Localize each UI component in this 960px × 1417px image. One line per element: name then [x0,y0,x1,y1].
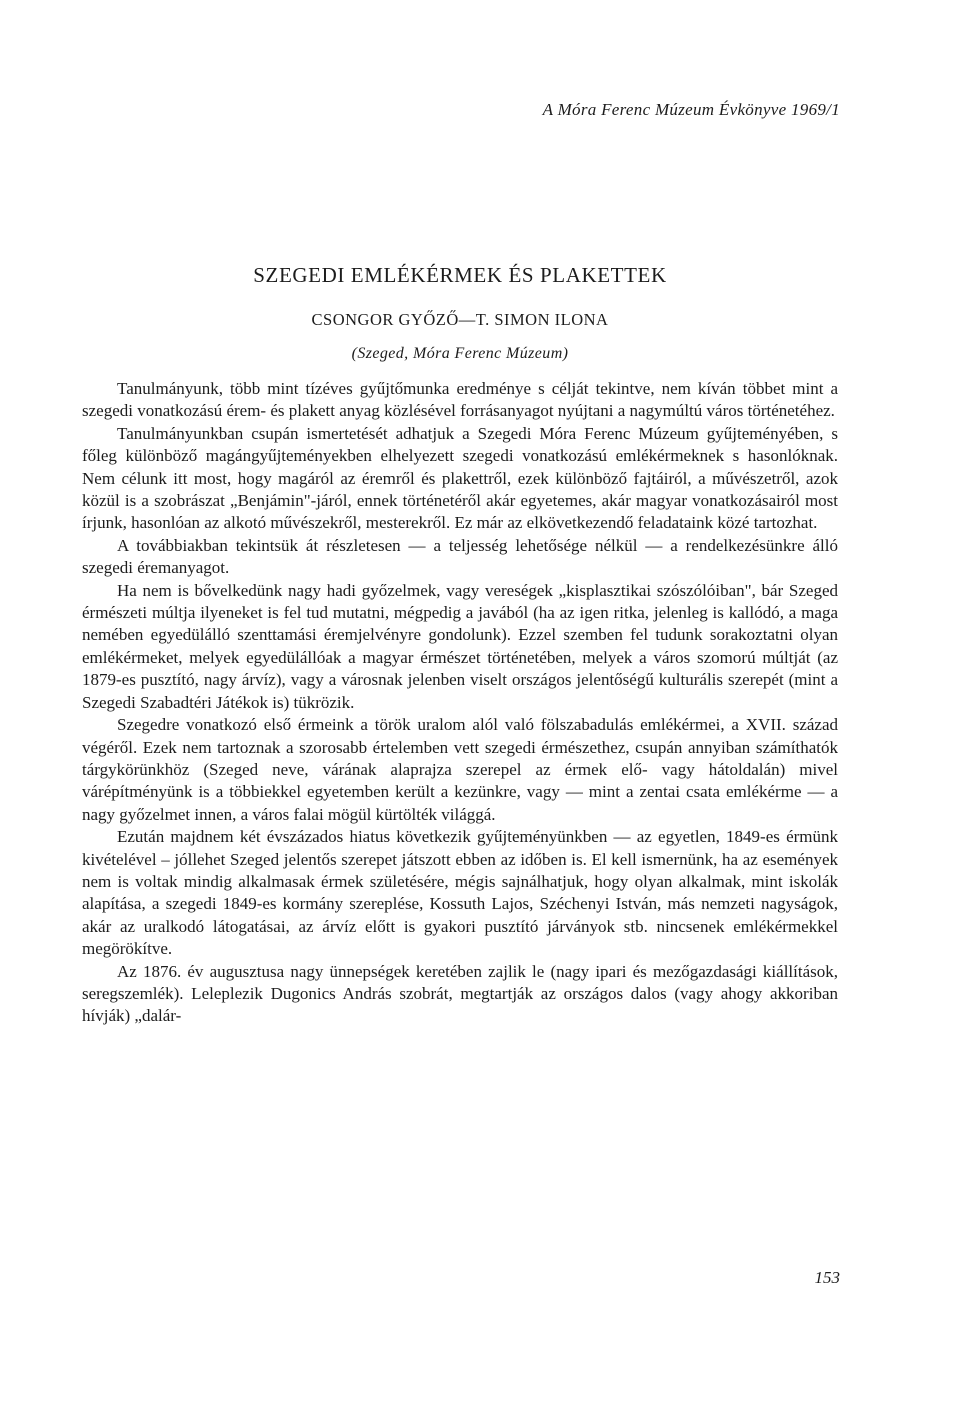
paragraph: Tanulmányunkban csupán ismertetését adhatjuk a Szegedi Móra Ferenc Múzeum gyűjteményében, s főleg különböző magángyűjteményekben elhelyezett szegedi vonatkozású emlékérmeknek s hasonlóknak. Nem célunk itt most, hogy magáról az éremről és plakettről, ezek különböző fajtáiról, a művészetről, azok közül is a szobrászat „Benjámin"-járól, ennek történetéről akár egyetemes, akár magyar vonatkozásairól most írjunk, hasonlóan az alkotó művészekről, mesterekről. Ez már az elkövetkezendő feladataink közé tartozhat. [82,423,838,533]
paragraph: A továbbiakban tekintsük át részletesen — a teljesség lehetősége nélkül — a rendelkezésünkre álló szegedi éremanyagot. [82,535,838,578]
article-body [82,378,838,1028]
paragraph: Az 1876. év augusztusa nagy ünnepségek keretében zajlik le (nagy ipari és mezőgazdasági kiállítások, seregszemlék). Leleplezik Dugonics András szobrát, megtartják az országos dalos (vagy ahogy akkoriban hívják) „dalár- [82,961,838,1026]
article-title: SZEGEDI EMLÉKÉRMEK ÉS PLAKETTEK [253,263,667,287]
paragraph: Szegedre vonatkozó első érmeink a török uralom alól való fölszabadulás emlékérmei, a XVII. század végéről. Ezek nem tartoznak a szorosabb értelemben vett szegedi érmészethez, csupán annyiban számíthatók tárgykörünkhöz (Szeged neve, várának alaprajza szerepel az érmek elő- vagy hátoldalán) mivel várépítményünk is a többiekkel egyetemben került a kezünkre, vagy — mint a zentai csata emlékérme — a nagy győzelmet innen, a város falai mögül kürtölték világgá. [82,715,838,824]
article-authors: CSONGOR GYŐZŐ—T. SIMON ILONA [311,310,609,329]
page-number: 153 [814,1268,840,1287]
paragraph: Tanulmányunk, több mint tízéves gyűjtőmunka eredménye s célját tekintve, nem kíván többet mint a szegedi vonatkozású érem- és plakett anyag közlésével forrásanyagot nyújtani a nagymúltú város történetéhez. [82,379,838,421]
author-affiliation: (Szeged, Móra Ferenc Múzeum) [351,345,569,362]
paragraph: Ezután majdnem két évszázados hiatus következik gyűjteményünkben — az egyetlen, 1849-es érmünk kivételével – jóllehet Szeged jelentős szerepet játszott ebben az időben is. El kell ismernünk, ha az események nem is voltak mindig alkalmasak érmek születésére, mégis sajnálhatjuk, hogy olyan alkalmak, mint iskolák alapítása, a szegedi 1849-es kormány szereplése, Kossuth Lajos, Széchenyi István, más nemzeti nagyságok, akár az uralkodó látogatásai, az árvíz előtt is gyakori pusztító járványok stb. nincsenek emlékérmekkel megörökítve. [82,827,838,959]
title-block [82,262,838,364]
paragraph: Ha nem is bővelkedünk nagy hadi győzelmek, vagy vereségek „kisplasztikai szószólóiban", bár Szeged érmészeti múltja ilyeneket is fel tud mutatni, mégpedig a javából (ha az igen ritka, jelenleg is kallódó, a maga nemében egyedülálló szenttamási éremjelvényre gondolunk). Ezzel szemben fel tudunk sorakoztatni olyan emlékérmeket, melyek egyedülállóak a magyar érmészet történetében, melyek a város szomorú múltját (az 1879-es pusztító, nagy árvíz), vagy a városnak jelenben viselt országos jelentőségű kulturális szerepét (mint a Szegedi Szabadtéri Játékok is) tükrözik. [82,580,838,712]
running-header: A Móra Ferenc Múzeum Évkönyve 1969/1 [542,100,840,119]
